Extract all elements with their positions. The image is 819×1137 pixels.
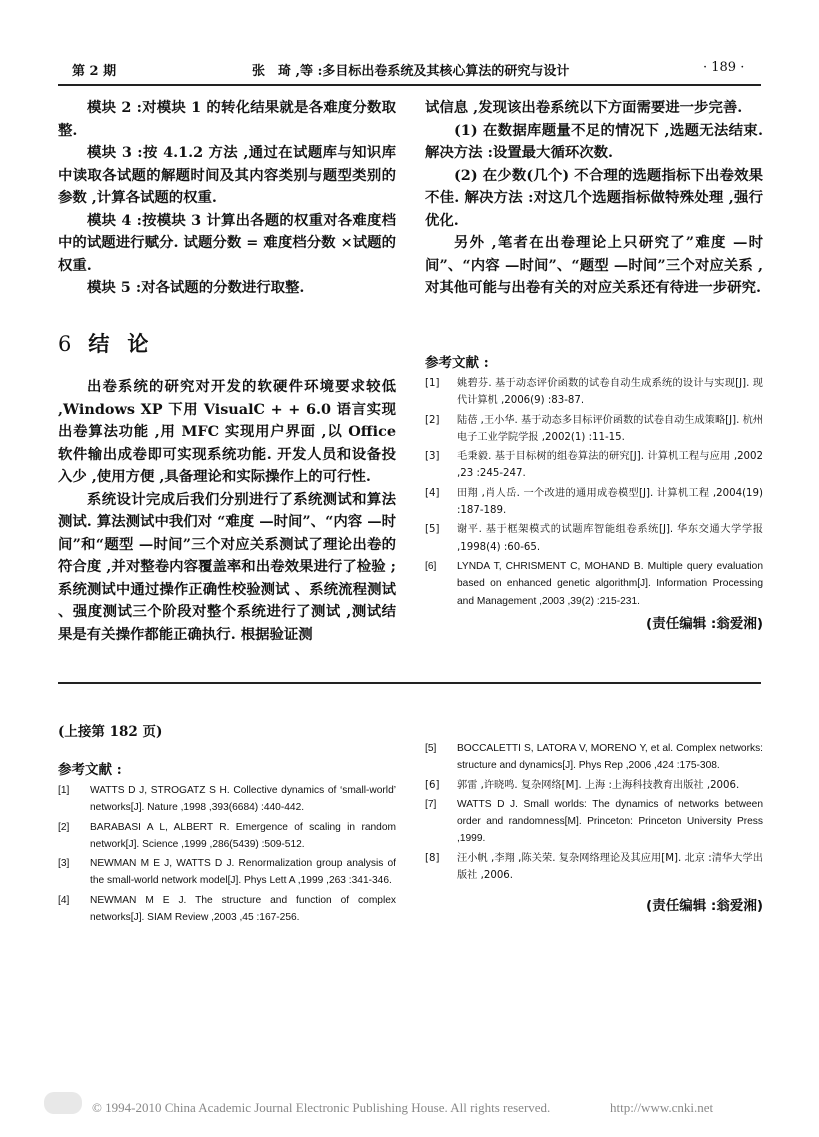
right-column: [425, 97, 763, 300]
publisher-logo: [44, 1092, 82, 1114]
left-column: [58, 97, 396, 300]
references-heading: 参考文献 :: [425, 355, 489, 371]
footer-url[interactable]: http://www.cnki.net: [610, 1100, 714, 1115]
reference-item: [2] BARABASI A L, ALBERT R. Emergence of scaling in random network[J]. Science ,1999 ,286(5439) :509-512.: [58, 821, 396, 850]
references-heading: 参考文献 :: [58, 762, 122, 778]
reference-item: [6] 郭雷 ,许晓鸣. 复杂网络[M]. 上海 :上海科技教育出版社 ,2006.: [425, 779, 740, 791]
section-title: 结论: [88, 331, 167, 356]
section-number: 6: [58, 332, 73, 356]
paragraph: (2) 在少数(几个) 不合理的选题指标下出卷效果不佳. 解决方法 :对这几个选题指标做特殊处理 ,强行优化.: [425, 166, 763, 229]
reference-item: [1] 姚碧芬. 基于动态评价函数的试卷自动生成系统的设计与实现[J]. 现代计算机 ,2006(9) :83-87.: [425, 378, 763, 407]
lower-right-column: [425, 740, 763, 914]
editor-note: (责任编辑 :翁爱湘): [646, 615, 763, 632]
section-divider: [58, 682, 761, 684]
paragraph: 另外 ,笔者在出卷理论上只研究了”难度 —时间”、“内容 —时间”、“题型 —时间”三个对应关系 ,对其他可能与出卷有关的对应关系还有待进一步研究.: [425, 234, 763, 296]
reference-item: [1] WATTS D J, STROGATZ S H. Collective dynamics of ‘small-world’ networks[J]. Nature ,1998 ,393(6684) :440-442.: [58, 785, 396, 814]
reference-item: [3] NEWMAN M E J, WATTS D J. Renormalization group analysis of the small-world network model[J]. Phys Lett A ,1999 ,263 :341-346.: [58, 858, 396, 887]
paragraph: 系统设计完成后我们分别进行了系统测试和算法测试. 算法测试中我们对 “难度 —时间”、“内容 —时间”和“题型 —时间”三个对应关系测试了理论出卷的符合度 ,并对整卷内容覆盖率和出卷效果进行了检验 ;系统测试中通过操作正确性校验测试 、系统流程测试 、强度测试三个阶段对整个系统进行了测试 ,测试结果是有关操作都能正确执行. 根据验证测: [58, 490, 396, 643]
paragraph: 模块 5 :对各试题的分数进行取整.: [87, 279, 305, 296]
section-heading: [58, 328, 166, 358]
paragraph: 出卷系统的研究对开发的软硬件环境要求较低 ,Windows XP 下用 VisualC + + 6.0 语言实现出卷算法功能 ,用 MFC 实现用户界面 ,以 Office 软件输出成卷即可实现系统功能. 开发人员和设备投入少 ,使用方便 ,具备理论和实际操作上的可行性.: [58, 378, 396, 485]
editor-note: (责任编辑 :翁爱湘): [646, 898, 763, 915]
reference-item: [4] NEWMAN M E J. The structure and function of complex networks[J]. SIAM Review ,2003 ,45 :167-256.: [58, 894, 396, 924]
reference-item: [3] 毛秉毅. 基于目标树的组卷算法的研究[J]. 计算机工程与应用 ,2002 ,23 :245-247.: [425, 451, 763, 480]
running-title: 张 琦 ,等 :多目标出卷系统及其核心算法的研究与设计: [252, 64, 570, 79]
paragraph: 试信息 ,发现该出卷系统以下方面需要进一步完善.: [425, 99, 743, 116]
copyright-notice: © 1994-2010 China Academic Journal Electronic Publishing House. All rights reserved.: [92, 1100, 551, 1115]
reference-item: [7] WATTS D J. Small worlds: The dynamics of networks between order and randomness[M]. Princeton: Princeton University Press ,1999.: [425, 798, 763, 845]
reference-item: [5] BOCCALETTI S, LATORA V, MORENO Y, et al. Complex networks: structure and dynamics[J]. Phys Rep ,2006 ,424 :175-308.: [425, 743, 763, 772]
reference-item: [6] LYNDA T, CHRISMENT C, MOHAND B. Multiple query evaluation based on enhanced genetic algorithm[J]. Information Processing and Management ,2003 ,39(2) :215-231.: [425, 560, 763, 607]
header-rule: [58, 84, 761, 86]
reference-item: [8] 汪小帆 ,李翔 ,陈关荣. 复杂网络理论及其应用[M]. 北京 :清华大学出版社 ,2006.: [425, 852, 763, 882]
continued-note: (上接第 182 页): [58, 724, 163, 740]
reference-item: [2] 陆蓓 ,王小华. 基于动态多目标评价函数的试卷自动生成策略[J]. 杭州电子工业学院学报 ,2002(1) :11-15.: [425, 414, 763, 443]
paragraph: 模块 3 :按 4.1.2 方法 ,通过在试题库与知识库中读取各试题的解题时间及其内容类别与题型类别的参数 ,计算各试题的权重.: [58, 144, 396, 206]
paragraph: (1) 在数据库题量不足的情况下 ,选题无法结束. 解决方法 :设置最大循环次数.: [425, 121, 763, 161]
reference-item: [4] 田翔 ,肖人岳. 一个改进的通用成卷模型[J]. 计算机工程 ,2004(19) :187-189.: [425, 487, 763, 517]
lower-left-column: [58, 720, 396, 928]
page-number: · 189 ·: [703, 60, 745, 75]
reference-item: [5] 谢平. 基于框架模式的试题库智能组卷系统[J]. 华东交通大学学报 ,1998(4) :60-65.: [425, 524, 763, 553]
paragraph: 模块 2 :对模块 1 的转化结果就是各难度分数取整.: [58, 99, 396, 139]
paragraph: 模块 4 :按模块 3 计算出各题的权重对各难度档中的试题进行赋分. 试题分数 = 难度档分数 ×试题的权重.: [58, 211, 396, 274]
references: [425, 351, 763, 632]
left-column-body: [58, 376, 396, 646]
issue-number: 第 2 期: [72, 64, 117, 79]
